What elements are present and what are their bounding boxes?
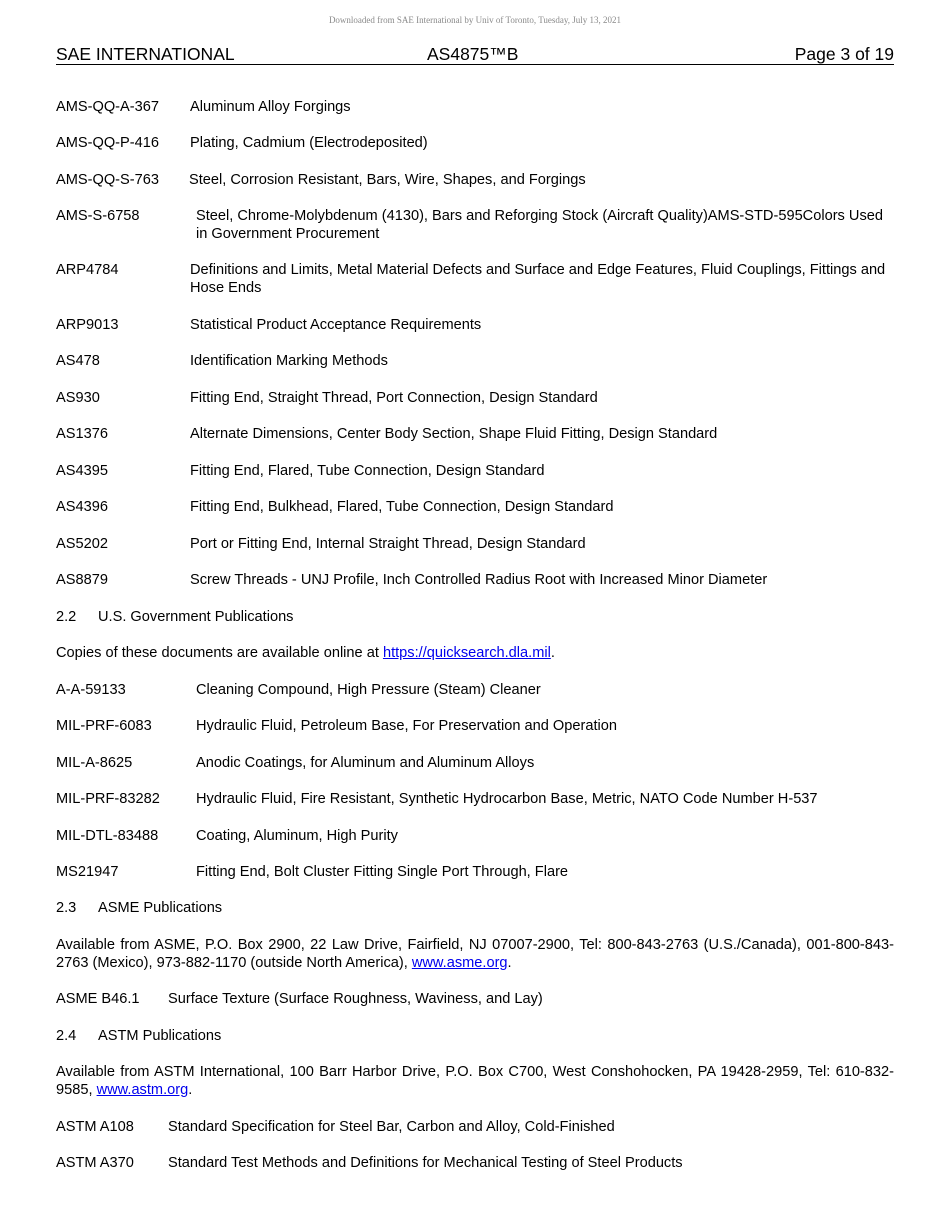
section-title: U.S. Government Publications (98, 609, 294, 625)
reference-code: MIL-DTL-83488 (56, 828, 159, 844)
reference-title: Plating, Cadmium (Electrodeposited) (190, 135, 428, 151)
reference-title: Fitting End, Bolt Cluster Fitting Single Port Through, Flare (196, 864, 569, 880)
reference-title: Surface Texture (Surface Roughness, Waviness, and Lay) (168, 991, 543, 1007)
reference-title: Steel, Corrosion Resistant, Bars, Wire, Shapes, and Forgings (189, 172, 586, 188)
paragraph-text: Available from ASME, P.O. Box 2900, 22 Law Drive, Fairfield, NJ 07007-2900, Tel: 800-843-2763 (U.S./Canada), 001-800-843-2763 (Mexico), 973-882-1170 (outside North America), (56, 937, 894, 971)
reference-title: Fitting End, Flared, Tube Connection, Design Standard (190, 463, 545, 479)
reference-code: ASME B46.1 (56, 991, 140, 1007)
reference-code: A-A-59133 (56, 682, 126, 698)
section-number: 2.4 (56, 1028, 77, 1044)
header-page-number: Page 3 of 19 (794, 44, 894, 64)
reference-title: Anodic Coatings, for Aluminum and Aluminum Alloys (196, 755, 535, 771)
reference-title: Hydraulic Fluid, Petroleum Base, For Preservation and Operation (196, 718, 617, 734)
reference-title: Definitions and Limits, Metal Material Defects and Surface and Edge Features, Fluid Couplings, Fittings and Hose Ends (190, 262, 886, 296)
reference-code: AS4396 (56, 499, 108, 515)
section-2-4-paragraph (56, 1063, 894, 1099)
section-2-2-paragraph (56, 644, 894, 662)
reference-title: Cleaning Compound, High Pressure (Steam) Cleaner (196, 682, 541, 698)
reference-title: Identification Marking Methods (190, 353, 388, 369)
header-organization: SAE INTERNATIONAL (56, 44, 235, 64)
reference-code: MIL-PRF-6083 (56, 718, 152, 734)
paragraph-text: Copies of these documents are available online at (56, 645, 383, 661)
reference-title: Steel, Chrome-Molybdenum (4130), Bars and Reforging Stock (Aircraft Quality)AMS-STD-595Colors Used in Government Procurement (196, 208, 883, 242)
reference-title: Fitting End, Bulkhead, Flared, Tube Connection, Design Standard (190, 499, 614, 515)
section-number: 2.3 (56, 900, 77, 916)
astm-website-link[interactable]: www.astm.org (96, 1082, 189, 1098)
reference-title: Screw Threads - UNJ Profile, Inch Controlled Radius Root with Increased Minor Diameter (190, 572, 768, 588)
reference-title: Hydraulic Fluid, Fire Resistant, Synthetic Hydrocarbon Base, Metric, NATO Code Number H-537 (196, 791, 818, 807)
reference-title: Statistical Product Acceptance Requirements (190, 317, 482, 333)
reference-title: Port or Fitting End, Internal Straight Thread, Design Standard (190, 536, 586, 552)
reference-code: ARP4784 (56, 262, 119, 278)
reference-code: AS1376 (56, 426, 108, 442)
reference-code: AS5202 (56, 536, 108, 552)
reference-code: AMS-S-6758 (56, 208, 140, 224)
reference-code: MS21947 (56, 864, 119, 880)
reference-code: AMS-QQ-P-416 (56, 135, 159, 151)
reference-code: AMS-QQ-S-763 (56, 172, 159, 188)
reference-title: Aluminum Alloy Forgings (190, 99, 351, 115)
reference-title: Alternate Dimensions, Center Body Section, Shape Fluid Fitting, Design Standard (190, 426, 718, 442)
paragraph-end: . (507, 955, 512, 971)
paragraph-end: . (550, 645, 555, 661)
reference-code: AS930 (56, 390, 100, 406)
section-2-3-paragraph (56, 936, 894, 972)
reference-code: MIL-PRF-83282 (56, 791, 160, 807)
reference-title: Coating, Aluminum, High Purity (196, 828, 398, 844)
reference-code: MIL-A-8625 (56, 755, 133, 771)
reference-code: ASTM A370 (56, 1155, 134, 1171)
reference-title: Standard Specification for Steel Bar, Carbon and Alloy, Cold-Finished (168, 1119, 615, 1135)
header-document-number: AS4875™B (427, 44, 519, 64)
paragraph-text: Available from ASTM International, 100 Barr Harbor Drive, P.O. Box C700, West Conshohocken, PA 19428-2959, Tel: 610-832-9585, (56, 1064, 894, 1098)
reference-code: AMS-QQ-A-367 (56, 99, 159, 115)
reference-code: AS4395 (56, 463, 108, 479)
reference-title: Fitting End, Straight Thread, Port Connection, Design Standard (190, 390, 598, 406)
reference-title: Standard Test Methods and Definitions for Mechanical Testing of Steel Products (168, 1155, 683, 1171)
section-number: 2.2 (56, 609, 77, 625)
section-title: ASME Publications (98, 900, 223, 916)
reference-code: AS8879 (56, 572, 108, 588)
reference-code: AS478 (56, 353, 100, 369)
download-watermark: Downloaded from SAE International by Univ of Toronto, Tuesday, July 13, 2021 (328, 15, 622, 25)
reference-code: ASTM A108 (56, 1119, 134, 1135)
page-header (56, 42, 894, 65)
dla-quicksearch-link[interactable]: https://quicksearch.dla.mil (382, 645, 551, 661)
asme-website-link[interactable]: www.asme.org (411, 955, 508, 971)
section-title: ASTM Publications (98, 1028, 222, 1044)
paragraph-end: . (188, 1082, 193, 1098)
reference-code: ARP9013 (56, 317, 119, 333)
